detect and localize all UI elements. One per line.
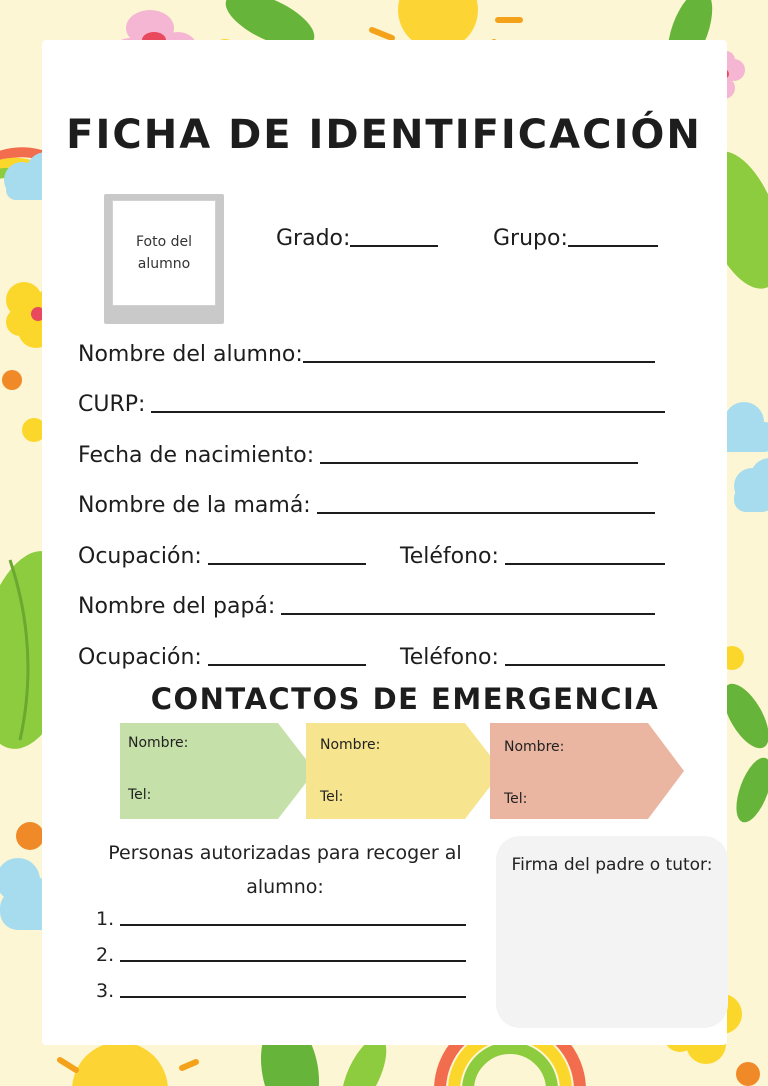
curp-field <box>78 392 665 417</box>
authorized-item-2 <box>96 944 466 966</box>
ocupacion-papa-field <box>78 645 366 670</box>
emergency-contact-3 <box>490 723 684 819</box>
photo-frame <box>104 194 224 324</box>
nombre-papa-label: Nombre del papá: <box>78 594 276 619</box>
ocupacion-papa-label: Ocupación: <box>78 645 202 670</box>
authorized-item-number: 3. <box>96 980 115 1002</box>
ocupacion-papa-line <box>208 664 366 666</box>
telefono-mama-line <box>505 563 665 565</box>
ocupacion-mama-field <box>78 544 366 569</box>
authorized-item-line <box>120 960 466 962</box>
photo-placeholder: Foto del alumno <box>112 200 216 306</box>
nombre-papa-field <box>78 594 655 619</box>
nombre-papa-line <box>281 613 655 615</box>
ocupacion-mama-line <box>208 563 366 565</box>
nombre-mama-line <box>317 512 655 514</box>
contact-1-tel-label: Tel: <box>128 787 152 803</box>
signature-label: Firma del padre o tutor: <box>511 855 713 875</box>
authorized-item-1 <box>96 908 466 930</box>
grupo-field <box>493 226 658 251</box>
fecha-nacimiento-line <box>320 462 638 464</box>
authorized-item-line <box>120 924 466 926</box>
contact-2-name-label: Nombre: <box>320 737 381 753</box>
authorized-title: Personas autorizadas para recoger al alumno: <box>108 842 462 898</box>
ocupacion-mama-label: Ocupación: <box>78 544 202 569</box>
telefono-papa-line <box>505 664 665 666</box>
contact-1-name-label: Nombre: <box>128 735 189 751</box>
grado-field <box>276 226 438 251</box>
authorized-item-line <box>120 996 466 998</box>
grado-line <box>350 245 438 247</box>
grupo-label: Grupo: <box>493 226 568 251</box>
curp-label: CURP: <box>78 392 146 417</box>
telefono-papa-field <box>400 645 665 670</box>
nombre-alumno-line <box>303 361 655 363</box>
nombre-mama-field <box>78 493 655 518</box>
nombre-alumno-label: Nombre del alumno: <box>78 342 303 367</box>
telefono-mama-field <box>400 544 665 569</box>
fecha-nacimiento-field <box>78 443 638 468</box>
curp-line <box>151 411 665 413</box>
signature-box <box>496 836 728 1028</box>
contact-3-name-label: Nombre: <box>504 739 565 755</box>
authorized-item-3 <box>96 980 466 1002</box>
telefono-papa-label: Teléfono: <box>400 645 499 670</box>
grado-label: Grado: <box>276 226 351 251</box>
emergency-contact-2 <box>306 723 502 819</box>
contact-3-tel-label: Tel: <box>504 791 528 807</box>
nombre-alumno-field <box>78 342 655 367</box>
contact-2-tel-label: Tel: <box>320 789 344 805</box>
grupo-line <box>568 245 658 247</box>
fecha-nacimiento-label: Fecha de nacimiento: <box>78 443 315 468</box>
authorized-item-number: 2. <box>96 944 115 966</box>
emergency-contact-1 <box>120 723 315 819</box>
authorized-item-number: 1. <box>96 908 115 930</box>
telefono-mama-label: Teléfono: <box>400 544 499 569</box>
page-title: FICHA DE IDENTIFICACIÓN <box>66 112 702 158</box>
emergency-title: CONTACTOS DE EMERGENCIA <box>150 682 660 716</box>
nombre-mama-label: Nombre de la mamá: <box>78 493 311 518</box>
